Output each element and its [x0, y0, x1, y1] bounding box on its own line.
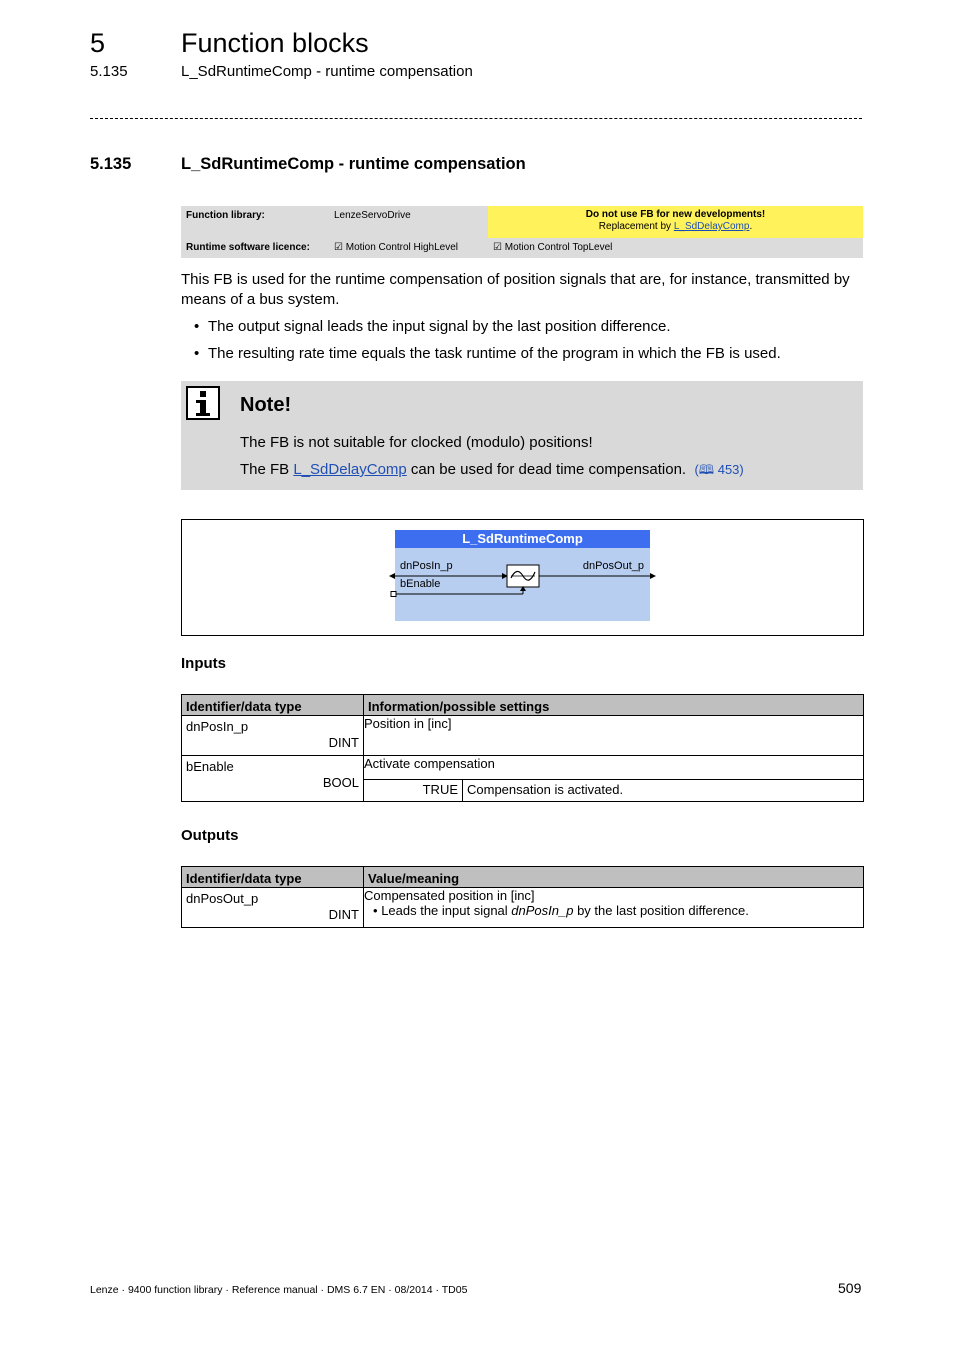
identifier-name: dnPosIn_p — [186, 719, 249, 734]
note-text-link-line: The FB L_SdDelayComp can be used for dead time compensation. (🕮 453) — [240, 461, 744, 478]
info-text: Compensated position in [inc] — [364, 888, 535, 903]
info-cell: Activate compensation — [364, 756, 864, 780]
licence-row — [181, 238, 863, 258]
intro-bullet: • The output signal leads the input signal by the last position difference. — [194, 318, 671, 335]
replacement-suffix: . — [749, 221, 753, 232]
licence-toplevel: ☑ Motion Control TopLevel — [493, 242, 613, 253]
signal-lines — [182, 520, 863, 635]
replacement-link[interactable]: L_SdDelayComp — [673, 221, 750, 232]
info-bullet: • Leads the input signal dnPosIn_p by the last position difference. — [373, 903, 749, 918]
info-cell: Position in [inc] — [364, 716, 864, 756]
library-row — [181, 206, 863, 238]
header-section-title: L_SdRuntimeComp - runtime compensation — [181, 63, 473, 80]
function-library-label: Function library: — [186, 210, 265, 221]
outputs-table — [181, 866, 864, 928]
table-row — [182, 716, 864, 756]
bullet-dot-icon: • — [373, 903, 378, 918]
table-header-row — [182, 695, 864, 716]
chapter-title: Function blocks — [181, 28, 369, 58]
column-header: Information/possible settings — [364, 695, 864, 716]
column-header: Identifier/data type — [182, 867, 364, 888]
replacement-prefix: Replacement by — [598, 221, 674, 232]
data-type: DINT — [328, 735, 359, 750]
bullet-dot-icon: • — [194, 318, 200, 335]
header-section-number: 5.135 — [90, 63, 128, 80]
note-box — [181, 381, 863, 490]
note-link[interactable]: L_SdDelayComp — [293, 461, 407, 478]
page-number: 509 — [838, 1280, 862, 1296]
chapter-number: 5 — [90, 28, 106, 58]
identifier-cell — [182, 716, 364, 756]
deprecation-warning — [488, 206, 863, 238]
bullet-dot-icon: • — [194, 345, 200, 362]
input-label-dnposin: dnPosIn_p — [400, 560, 453, 572]
replacement-line — [488, 221, 863, 233]
note-title: Note! — [240, 394, 292, 416]
table-row — [182, 756, 864, 780]
outputs-heading: Outputs — [181, 827, 239, 844]
header-divider — [90, 118, 862, 119]
identifier-name: dnPosOut_p — [186, 891, 259, 906]
licence-label: Runtime software licence: — [186, 242, 310, 253]
identifier-name: bEnable — [186, 759, 234, 774]
intro-paragraph: This FB is used for the runtime compensation of position signals that are, for instance, transmitted by means of a bus system. — [181, 271, 850, 308]
output-label-dnposout: dnPosOut_p — [582, 560, 644, 572]
identifier-cell — [182, 888, 364, 928]
section-number: 5.135 — [90, 155, 132, 173]
note-text: The FB is not suitable for clocked (modulo) positions! — [240, 434, 593, 451]
warning-text: Do not use FB for new developments! — [585, 209, 766, 220]
info-icon — [186, 386, 220, 420]
info-cell — [364, 888, 864, 928]
footer-text: Lenze · 9400 function library · Reference manual · DMS 6.7 EN · 08/2014 · TD05 — [90, 1284, 468, 1296]
page-reference-link[interactable]: (🕮 453) — [694, 462, 744, 477]
identifier-cell — [182, 756, 364, 802]
input-label-benable: bEnable — [400, 578, 441, 590]
function-block-diagram — [181, 519, 864, 636]
setting-meaning: Compensation is activated. — [463, 780, 864, 802]
section-title: L_SdRuntimeComp - runtime compensation — [181, 155, 526, 173]
inputs-heading: Inputs — [181, 655, 226, 672]
setting-value: TRUE — [364, 780, 463, 802]
table-header-row — [182, 867, 864, 888]
column-header: Identifier/data type — [182, 695, 364, 716]
library-table — [181, 206, 863, 258]
data-type: DINT — [328, 907, 359, 922]
column-header: Value/meaning — [364, 867, 864, 888]
function-block-title: L_SdRuntimeComp — [395, 530, 650, 548]
inputs-table — [181, 694, 864, 802]
function-library-value: LenzeServoDrive — [334, 210, 411, 221]
intro-bullet: • The resulting rate time equals the task runtime of the program in which the FB is used. — [194, 345, 781, 362]
licence-highlevel: ☑ Motion Control HighLevel — [334, 242, 459, 253]
table-row — [182, 888, 864, 928]
data-type: BOOL — [322, 775, 359, 790]
